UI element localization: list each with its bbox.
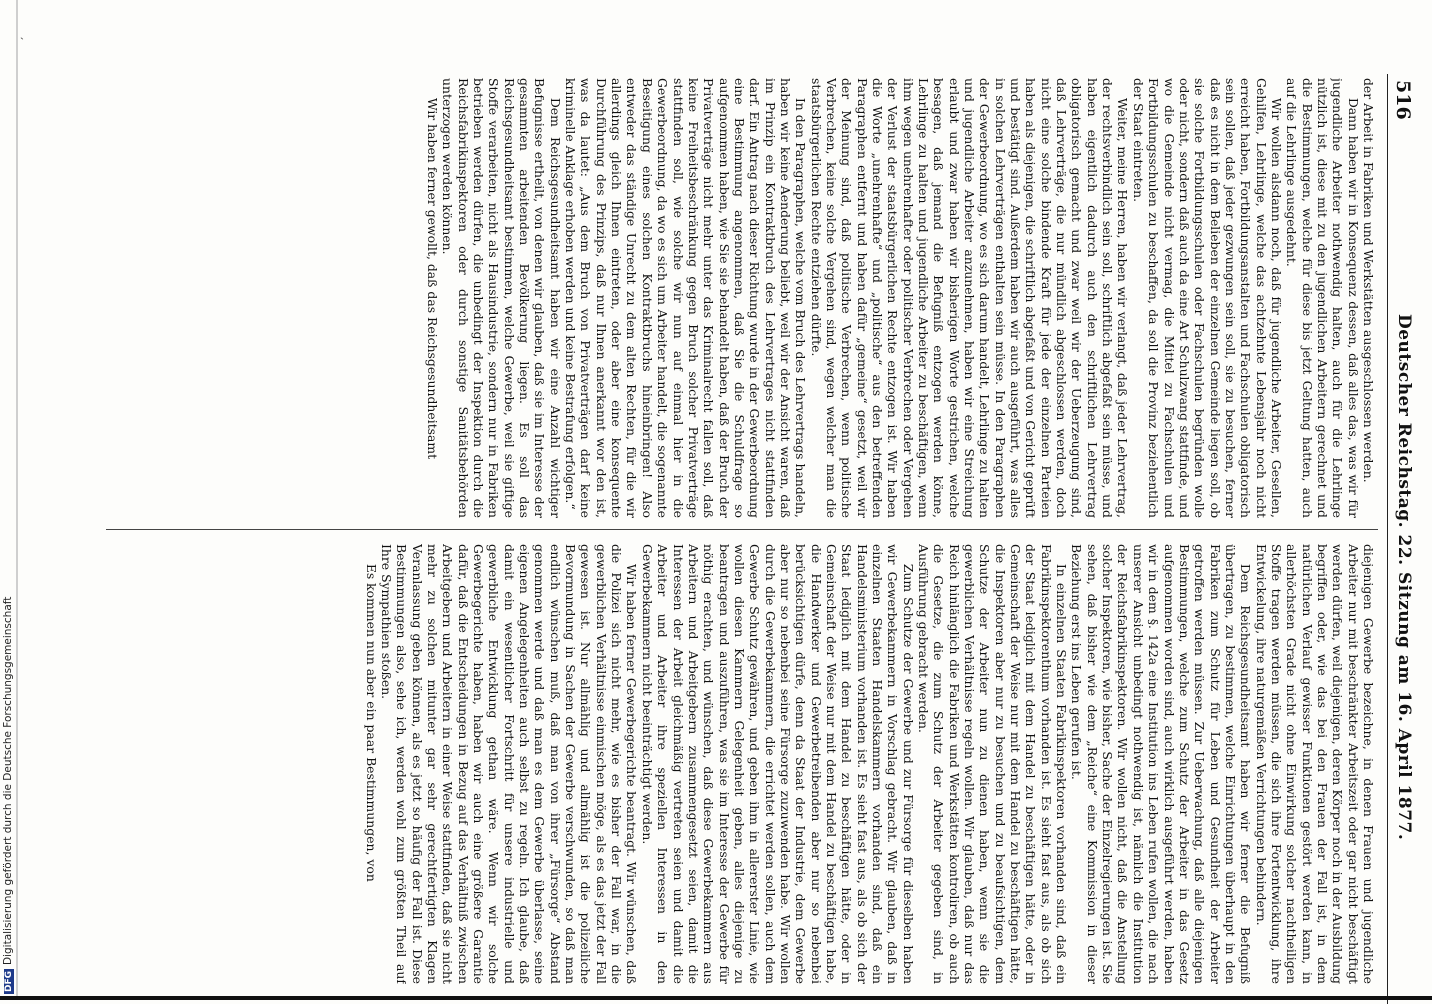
paragraph: Dann haben wir in Konsequenz dessen, daß alles das, was wir für jugendliche Arbeiter nothwendig halten, auch für die Lehrlinge nützlich ist, diese mit zu den jugendlichen Arbeitern gerechnet und die Bestimmungen, welche für diese bis jetzt Geltung hatten, auch auf die Lehrlinge ausgedehnt. [1284,78,1361,518]
page-number: 516 [1392,80,1414,120]
dfg-logo-icon: DFG [4,970,14,992]
paragraph: Es kommen nun aber ein paar Bestimmungen, von [363,563,379,882]
digitization-credit [2,597,14,994]
column-divider [106,529,1378,530]
paragraph: Weiter, meine Herren, haben wir verlangt, daß jeder Lehrvertrag, der rechtsverbindlich sein soll, schriftlich abgefaßt sein müsse, und haben eigentlich dadurch auch den schriftlichen Lehrvertrag obligatorisch gemacht und zwar weil wir der Ueberzeugung sind, daß Lehrverträge, die nur mündlich abgeschlossen werden, doch nicht eine solche bindende Kraft für jede der einzelnen Parteien haben als diejenigen, die schriftlich abgefaßt und von Gericht geprüft und bestätigt sind. Außerdem haben wir auch ausgeführt, was alles in solchen Lehrverträgen enthalten sein müsse. In den Paragraphen der Gewerbeordnung, wo es sich darum handelt, Lehrlinge zu halten und jugendliche Arbeiter anzunehmen, haben wir eine Streichung erlaubt und zwar haben wir bisherigen Worte gestrichen, welche besagen, daß jemand die Befugniß entzogen werden könne, Lehrlinge zu halten und jugendliche Arbeiter zu beschäftigen, wenn ihm wegen unehrenhafter oder politischer Verbrechen oder Vergehen der Verlust der staatsbürgerlichen Rechte entzogen ist. Wir haben die Worte „unehrenhafte“ und „politische“ aus den betreffenden Paragraphen entfernt und haben dafür „gemeine“ gesetzt, weil wir der Meinung sind, daß politische Verbrechen, wenn politische Verbrechen, keine solche Vergehen sind, wegen welcher man die staatsbürgerlichen Rechte entziehen dürfte. [808,78,1131,518]
paragraph: der Arbeit in Fabriken und Werkstätten ausgeschlossen werden. [1361,78,1376,483]
right-column [108,544,1376,984]
running-head: Deutscher Reichstag. 22. Sitzung am 16. April 1877. [1394,314,1414,841]
document-page [96,74,1416,1004]
page-header [1387,74,1416,1004]
paragraph: Dem Reichsgesundheitsamt haben wir ferner die Befugniß übertragen, zu bestimmen, welche Einrichtungen überhaupt in den Fabriken zum Schutz für Leben und Gesundheit der Arbeiter getroffen werden müssen. Zur Ueberwachung, daß alle diejenigen Bestimmungen, welche zum Schutz der Arbeiter in das Gesetz aufgenommen worden sind, auch wirklich ausgeführt werden, haben wir in dem §. 142a eine Institution ins Leben rufen wollen, die nach unserer Ansicht unbedingt nothwendig ist, nämlich die Institution der Reichsfabrikinspektoren. Wir wollen nicht, daß die Anstellung solcher Inspektoren, wie bisher, Sache der Einzelregierungen ist. Sie sehen, daß bisher wie dem „Reiche“ eine Kommission in dieser Beziehung erst ins Leben gerufen ist. [1069,544,1254,984]
credit-text: Digitalisierung gefördert durch die Deutsche Forschungsgemeinschaft [2,596,14,965]
paragraph: In den Paragraphen, welche vom Bruch des Lehrvertrags handeln, haben wir keine Aenderung beliebt, weil wir der Ansicht waren, daß im Prinzip ein Kontraktbruch des Lehrvertrages nicht stattfinden darf. Ein Antrag nach dieser Richtung wurde in der Gewerbeordnung eine Bestimmung angenommen, daß Sie die Schuldfrage so aufgenommen haben, wie Sie sie behandelt haben, daß der Bruch der Privatverträge nicht mehr unter das Kriminalrecht fallen soll, daß keine Freiheitsbeschränkung gegen Bruch solcher Privatverträge stattfinden soll, wie solche wir nun auf einmal hier in die Gewerbeordnung, da wo es sich um Arbeiter handelt, die sogenannte Beseitigung eines solchen Kontraktbruchs hineinbringen! Also entweder das ständige Unrecht zu dem alten Rechten, für die wir allerdings gleich Ihnen eintreten, oder aber eine konsequente Durchführung des Prinzips, daß nur Ihnen anerkannt wor den ist, was da lautet: „Aus dem Bruch von Privatverträgen darf keine kriminelle Anklage erhoben werden und keine Bestrafung erfolgen.“ [563,78,809,518]
left-column [108,78,1376,518]
paragraph: Dem Reichsgesundheitsamt haben wir eine Anzahl wichtiger Befugnisse ertheilt, von denen wir glauben, daß sie im Interesse der gesammten arbeitenden Bevölkerung liegen. Es soll das Reichsgesundheitsamt bestimmen, welche Gewerbe, weil sie giftige Stoffe verarbeiten, nicht als Hausindustrie, sondern nur in Fabriken betrieben werden dürfen, die unbedingt der Inspektion durch die Reichsfabrikinspektoren oder durch sonstige Sanitätsbehörden unterzogen werden können. [440,78,563,518]
paragraph: Wir haben ferner gewollt, daß das Reichsgesundheitsamt [425,97,441,460]
paragraph: diejenigen Gewerbe bezeichne, in denen Frauen und jugendliche Arbeiter nur mit beschränkter Arbeitszeit oder gar nicht beschäftigt werden dürfen, weil diejenigen, deren Körper noch in der Ausbildung begriffen oder, wie das bei den Frauen der Fall ist, in dem natürlichen Verlauf gewisser Funktionen gestört werden kann, in allerhöchsten Grade nicht ohne Einwirkung solcher nachtheiligen Stoffe tragen werden müssen, die sich ihre Fortentwicklung, ihre Entwickelung, ihre naturgemäßen Verrichtungen behindern. [1253,544,1376,984]
scan-bottom-edge [0,996,1432,1000]
paragraph: Zum Schutze der Gewerbe und zur Fürsorge für dieselben haben wir Gewerbekammern in Vorschlag gebracht. Wir glauben, daß in einzelnen Staaten Handelskammern vorhanden sind, daß ein Handelsministerium vorhanden ist. Es sieht fast aus, als ob sich der Staat lediglich mit dem Handel zu beschäftigen hätte, oder in Gemeinschaft der Weise nur mit dem Handel zu beschäftigen habe, die Handwerker und Gewerbetreibenden aber nur so nebenbei berücksichtigen dürfe, denn da Staat der Industrie, dem Gewerbe aber nur so nebenbei seine Fürsorge zuzuwenden habe. Wir wollen durch die Gewerbekammern, die errichtet werden sollen, auch dem Gewerbe Schutz gewähren, und geben ihm in allererster Linie, wie wollen diesen Kammern Gelegenheit geben, alles diejenige zu beantragen und auszuführen, was sie im Interesse der Gewerbe für nöthig erachten, und wünschen, daß diese Gewerbekammern aus Arbeitern und Arbeitgebern zusammengesetzt seien, damit die Interessen der Arbeit gleichmäßig vertreten seien und damit die Arbeiter und Arbeiter ihre speziellen Interessen in den Gewerbekammern nicht beeinträchtigt werden. [639,544,916,984]
paragraph: In einzelnen Staaten Fabrikinspektoren vorhanden sind, daß ein Fabrikinspektorenthum vorhanden ist. Es sieht fast aus, als ob sich der Staat lediglich mit dem Handel zu beschäftigen hätte, oder in Gemeinschaft der Weise nur mit dem Handel zu beschäftigen hätte, die Inspektoren aber nur zu besuchen und zu beaufsichtigen, dem Schutze der Arbeiter nun zu dienen haben, wenn sie die gewerblichen Verhältnisse regeln wollen. Wir glauben, daß nur das Reich hinlänglich die Fabriken und Werkstätten kontroliren, ob auch die Gesetze, die zum Schutz der Arbeiter gegeben sind, in Ausführung gebracht werden. [916,544,1070,984]
paragraph: Wir wollen alsdann noch, daß für jugendliche Arbeiter, Gesellen, Gehilfen, Lehrlinge, welche das achtzehnte Lebensjahr noch nicht erreicht haben, Fortbildungsanstalten und Fachschulen obligatorisch sein sollen, daß jeder gezwungen sein soll, sie zu besuchen, ferner daß es nicht in dem Belieben der einzelnen Gemeinde liegen soll, ob sie solche Fortbildungsschulen oder Fachschulen begründen wolle oder nicht, sondern daß auch da eine Art Schulzwang stattfinde, und wo die Gemeinde nicht vermag, die Mittel zu Fachschulen und Fortbildungsschulen zu beschaffen, da soll die Provinz beziehentlich der Staat eintreten. [1130,78,1284,518]
scan-gutter [16,0,18,1000]
scan-speck: ˏ [20,26,24,40]
paragraph: Wir haben ferner Gewerbegerichte beantragt. Wir wünschen, daß die Polizei sich nicht mehr, wie es bisher der Fall war, in die gewerblichen Verhältnisse einmischen möge, als es das jetzt der Fall gewesen ist. Nur allmählig und allmählig ist die polizeiliche Bevormundung in Sachen der Gewerbe verschwunden, so daß man endlich wünschen muß, daß man von ihrer „Fürsorge“ Abstand genommen werde und daß man es dem Gewerbe überlasse, seine eigenen Angelegenheiten auch selbst zu regeln. Ich glaube, daß damit ein wesentlicher Fortschritt für unsere industrielle und gewerbliche Entwicklung gethan wäre. Wenn wir solche Gewerbegerichte haben, haben wir auch eine größere Garantie dafür, daß die Entscheidungen in Bezug auf das Verhältniß zwischen Arbeitgebern und Arbeitern in einer Weise stattfinden, daß sie nicht mehr zu solchen mitunter gar sehr gerechtfertigten Klagen Veranlassung geben können, als es jetzt so häufig der Fall ist. Diese Bestimmungen also, sehe ich, werden wohl zum größten Theil auf Ihre Sympathien stoßen. [379,544,640,984]
